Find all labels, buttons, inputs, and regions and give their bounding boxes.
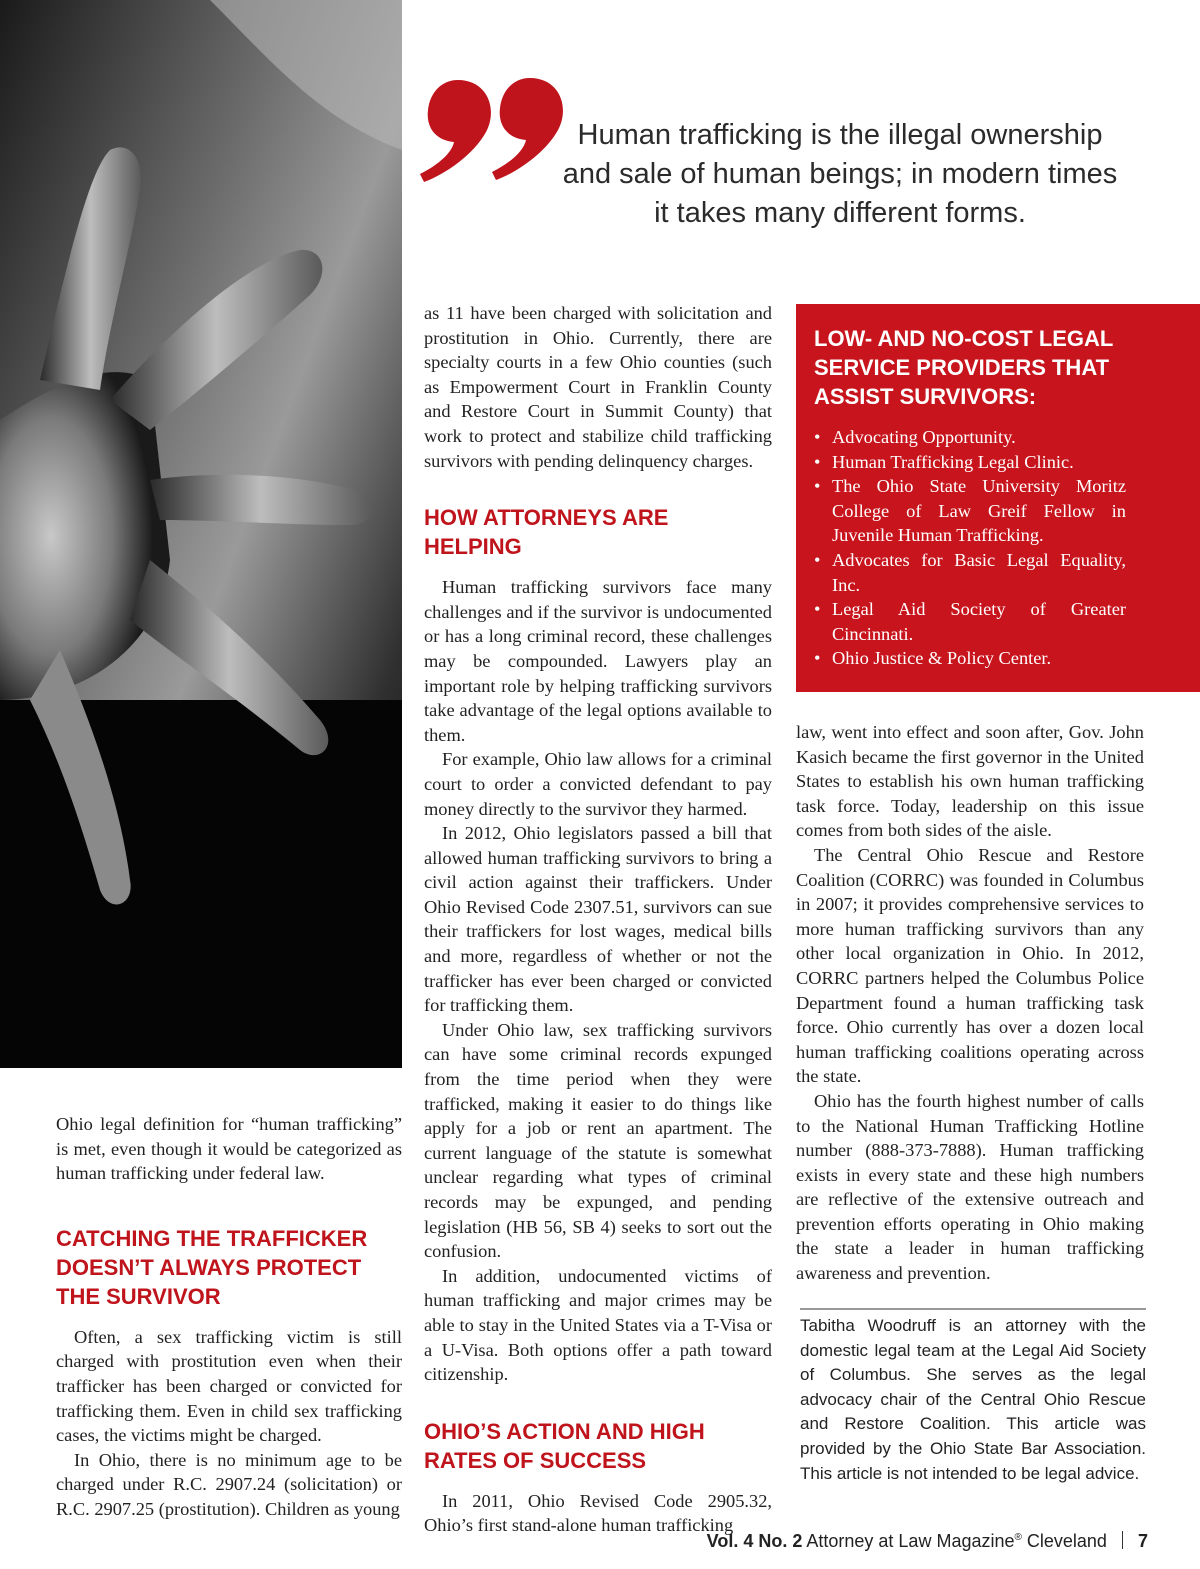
column-right bbox=[796, 720, 1144, 1286]
section-heading: CATCHING THE TRAFFICKER DOESN’T ALWAYS PROTECT THE SURVIVOR bbox=[56, 1225, 368, 1309]
paragraph: In Ohio, there is no minimum age to be charged under R.C. 2907.24 (solicitation) or R.C. 2907.25 (prostitution). Children as young bbox=[56, 1449, 402, 1519]
provider-list bbox=[814, 425, 1170, 671]
page-footer bbox=[707, 1526, 1148, 1550]
paragraph: as 11 have been charged with solicitation and prostitution in Ohio. Currently, there are specialty courts in a few Ohio counties (such as Empowerment Court in Franklin County and Restore Court in Summit County) that work to protect and stabilize child trafficking survivors with pending delinquency charges. bbox=[424, 303, 772, 471]
hand-photo bbox=[0, 0, 402, 1068]
list-item: • Ohio Justice & Policy Center. bbox=[832, 646, 1170, 671]
list-item: • The Ohio State University Moritz College of Law Greif Fellow in Juvenile Human Trafficking. bbox=[832, 474, 1170, 548]
paragraph: In 2012, Ohio legislators passed a bill that allowed human trafficking survivors to bring a civil action against their traffickers. Under Ohio Revised Code 2307.51, survivors can sue their traffickers for lost wages, medical bills and more, regardless of whether or not the trafficker has ever been charged or convicted for trafficking them. bbox=[424, 823, 772, 1016]
quote-mark-icon bbox=[418, 70, 578, 190]
section-heading: HOW ATTORNEYS ARE HELPING bbox=[424, 505, 669, 560]
section-heading: OHIO’S ACTION AND HIGH RATES OF SUCCESS bbox=[424, 1418, 705, 1473]
trademark-symbol: ® bbox=[1014, 1532, 1022, 1543]
paragraph: The Central Ohio Rescue and Restore Coalition (CORRC) was founded in Columbus in 2007; it provides comprehensive services to more human trafficking survivors than any other local organization in Ohio. In 2012, CORRC partners helped the Columbus Police Department found a human trafficking task force. Ohio currently has over a dozen local human trafficking coalitions operating across the state. bbox=[796, 844, 1144, 1087]
paragraph: For example, Ohio law allows for a criminal court to order a convicted defendant to pay money directly to the survivor they harmed. bbox=[424, 749, 772, 819]
sidebar-title: LOW- AND NO-COST LEGAL SERVICE PROVIDERS THAT ASSIST SURVIVORS: bbox=[814, 326, 1113, 409]
author-bio: Tabitha Woodruff is an attorney with the domestic legal team at the Legal Aid Society of Columbus. She serves as the legal advocacy chair of the Central Ohio Rescue and Restore Coalition. This article was provided by the Ohio State Bar Association. This article is not intended to be legal advice. bbox=[800, 1308, 1146, 1486]
column-left bbox=[56, 1112, 402, 1522]
list-item: • Legal Aid Society of Greater Cincinnati. bbox=[832, 597, 1170, 646]
magazine-name: Attorney at Law Magazine bbox=[806, 1531, 1015, 1551]
edition-city: Cleveland bbox=[1026, 1531, 1107, 1551]
issue-label: Vol. 4 No. 2 bbox=[706, 1531, 803, 1551]
legal-providers-sidebar bbox=[796, 304, 1200, 692]
paragraph: law, went into effect and soon after, Gov. John Kasich became the first governor in the United States to establish his own human trafficking task force. Today, leadership on this issue comes from both sides of the aisle. bbox=[796, 722, 1144, 841]
paragraph: Often, a sex trafficking victim is still charged with prostitution even when their trafficker has been charged or convicted for trafficking them. Even in child sex trafficking cases, the victims might be charged. bbox=[56, 1326, 402, 1446]
pull-quote: Human trafficking is the illegal ownership and sale of human beings; in modern times it takes many different forms. bbox=[562, 119, 1118, 229]
paragraph: Under Ohio law, sex trafficking survivors can have some criminal records expunged from the time period when they were trafficked, making it easier to do things like apply for a job or rent an apartment. The current language of the statute is somewhat unclear regarding what types of criminal records may be expunged, and pending legislation (HB 56, SB 4) seeks to sort out the confusion. bbox=[424, 1019, 772, 1262]
paragraph: In 2011, Ohio Revised Code 2905.32, Ohio’s first stand-alone human trafficking bbox=[424, 1490, 772, 1536]
paragraph: Human trafficking survivors face many challenges and if the survivor is undocumented or has a long criminal record, these challenges may be compounded. Lawyers play an important role by helping trafficking survivors take advantage of the legal options available to them. bbox=[424, 577, 772, 745]
list-item: • Advocating Opportunity. bbox=[832, 425, 1170, 450]
list-item: • Advocates for Basic Legal Equality, Inc. bbox=[832, 548, 1170, 597]
column-middle bbox=[424, 301, 772, 1538]
paragraph: Ohio legal definition for “human trafficking” is met, even though it would be categorized as human trafficking under federal law. bbox=[56, 1114, 402, 1184]
paragraph: In addition, undocumented victims of human trafficking and major crimes may be able to stay in the United States via a T-Visa or a U-Visa. Both options offer a path toward citizenship. bbox=[424, 1265, 772, 1385]
footer-divider bbox=[1122, 1531, 1123, 1549]
list-item: • Human Trafficking Legal Clinic. bbox=[832, 450, 1170, 475]
paragraph: Ohio has the fourth highest number of calls to the National Human Trafficking Hotline number (888-373-7888). Human trafficking exists in every state and these high numbers are reflective of the extensive outreach and prevention efforts operating in Ohio making the state a leader in human trafficking awareness and prevention. bbox=[796, 1090, 1144, 1284]
page-number: 7 bbox=[1137, 1531, 1148, 1551]
